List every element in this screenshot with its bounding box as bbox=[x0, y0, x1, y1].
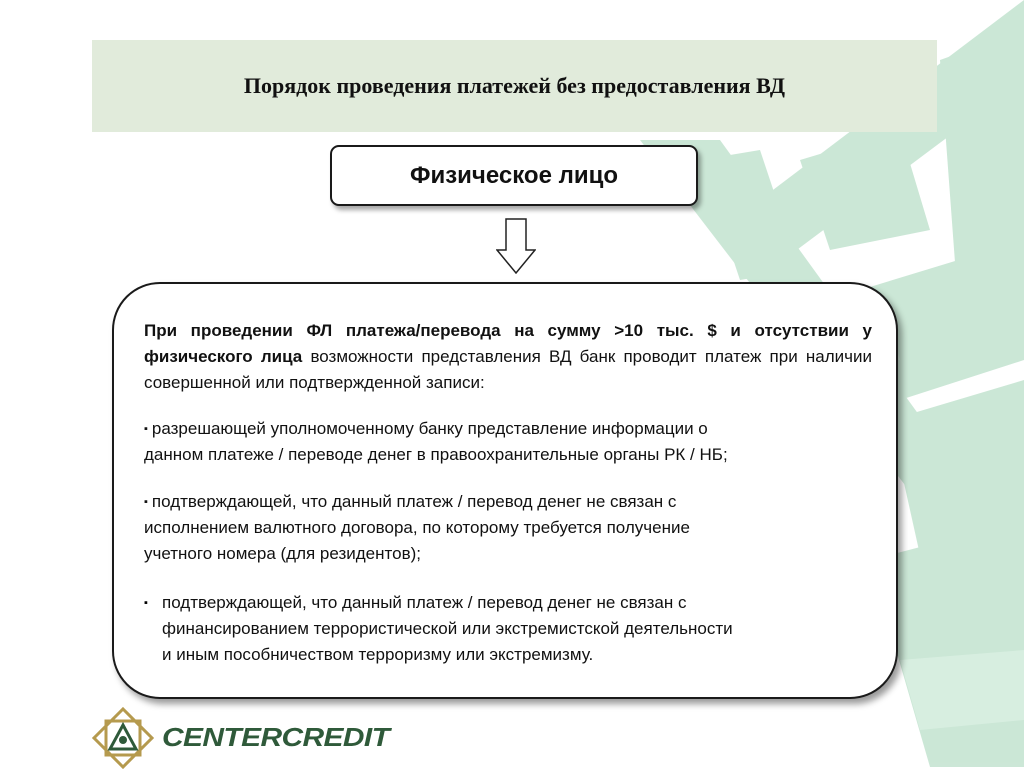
brand-name: CENTERCREDIT bbox=[162, 722, 390, 752]
item-line: данном платеже / переводе денег в правоохранительные органы РК / НБ; bbox=[144, 445, 728, 464]
intro-normal: возможности представления ВД банк проводит платеж при наличии совершенной или подтвержденной записи: bbox=[144, 347, 872, 392]
item-line: учетного номера (для резидентов); bbox=[144, 544, 421, 563]
intro-paragraph bbox=[144, 318, 872, 396]
bullet-icon: ▪ bbox=[144, 496, 148, 508]
centercredit-logo-icon bbox=[92, 707, 154, 769]
item-line: подтверждающей, что данный платеж / перевод денег не связан с bbox=[162, 593, 687, 612]
item-line: подтверждающей, что данный платеж / перевод денег не связан с bbox=[151, 492, 677, 511]
item-line: исполнением валютного договора, по которому требуется получение bbox=[144, 518, 690, 537]
list-item bbox=[144, 489, 690, 567]
down-arrow-icon bbox=[496, 218, 536, 274]
bullet-icon: ▪ bbox=[144, 423, 148, 435]
individual-label: Физическое лицо bbox=[409, 161, 619, 189]
item-line: разрешающей уполномоченному банку представление информации о bbox=[151, 419, 708, 438]
slide-title: Порядок проведения платежей без предоставления ВД bbox=[243, 73, 786, 98]
title-band bbox=[92, 40, 937, 132]
bullet-icon: ▪ bbox=[144, 597, 148, 609]
conditions-box bbox=[112, 282, 898, 699]
item-line: финансированием террористической или экстремистской деятельности bbox=[162, 619, 733, 638]
intro-bold: При проведении ФЛ платежа/перевода на сумму >10 тыс. $ и отсутствии у физического лица bbox=[144, 321, 872, 366]
list-item bbox=[144, 416, 728, 468]
individual-box bbox=[330, 145, 698, 206]
item-line: и иным пособничеством терроризму или экстремизму. bbox=[162, 645, 594, 664]
